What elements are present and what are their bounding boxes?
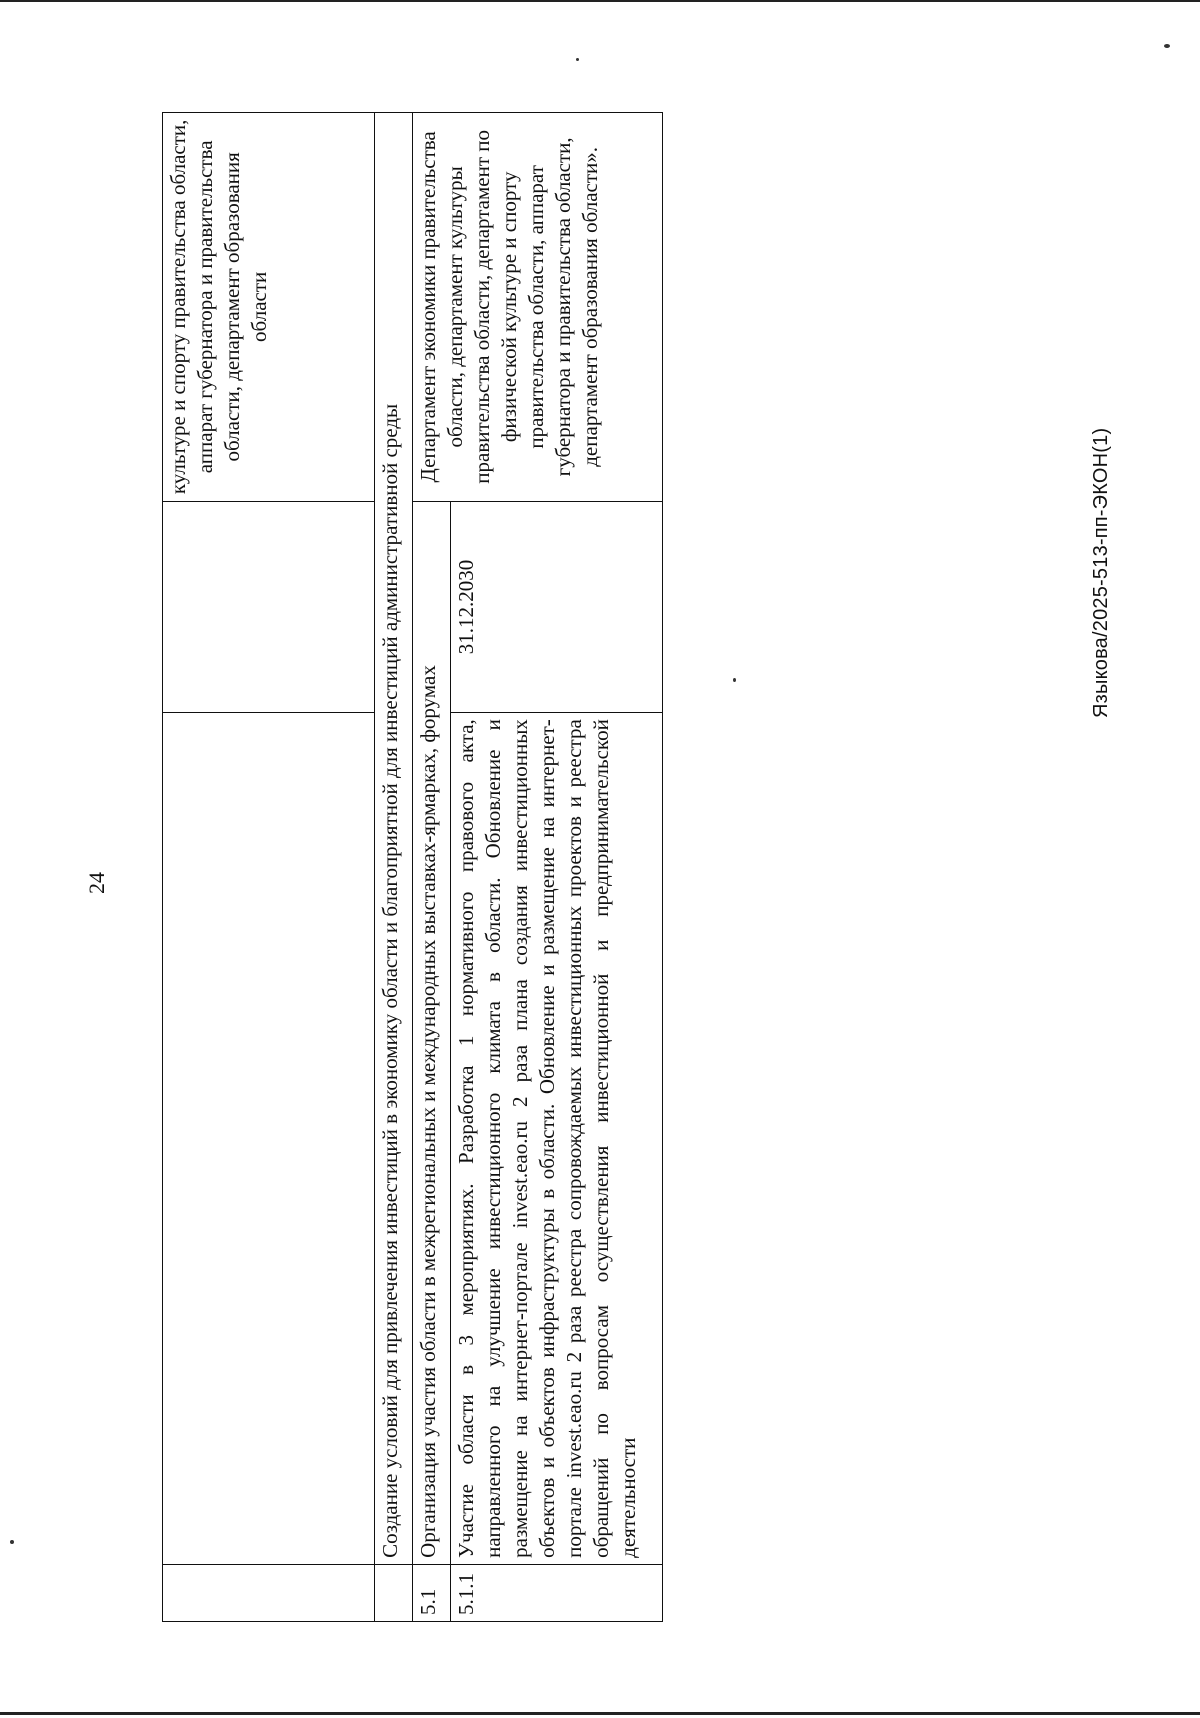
cell-number — [163, 1564, 375, 1621]
document-reference: Языкова/2025-513-пп-ЭКОН(1) — [1090, 427, 1112, 718]
row-measure: Участие области в 3 мероприятиях. Разработка 1 нормативного правового акта, направленного на улучшение инвестиционного климата в области. Обновление и размещение на интернет-портале invest.eao.ru 2 раза плана создания инвестиционных объектов и объектов инфраструктуры в области. Обновление и размещение на интернет-портале invest.eao.ru 2 раза реестра сопровождаемых инвестиционных проектов и реестра обращений по вопросам осуществления инвестиционной и предпринимательской деятельности — [451, 713, 663, 1565]
cell-measure — [163, 713, 375, 1565]
measures-table — [162, 112, 663, 1622]
row-number: 5.1 — [413, 1564, 451, 1621]
cell-deadline — [163, 501, 375, 712]
row-number: 5.1.1 — [451, 1564, 663, 1621]
section-title: Создание условий для привлечения инвестиций в экономику области и благоприятной для инвестиций административной среды — [375, 113, 413, 1565]
scan-speck — [733, 678, 736, 682]
row-title: Организация участия области в межрегиональных и международных выставках-ярмарках, форумах — [413, 501, 451, 1564]
scan-speck — [1164, 44, 1170, 48]
table-row-section — [375, 113, 413, 1622]
row-deadline: 31.12.2030 — [451, 501, 663, 712]
page-number: 24 — [84, 872, 109, 894]
cell-executor: культуре и спорту правительства области, аппарат губернатора и правительства области, департамент образования области — [163, 113, 375, 502]
cell-number — [375, 1564, 413, 1621]
table-row-5-1 — [413, 113, 451, 1622]
scan-speck — [576, 58, 579, 61]
scan-speck — [10, 1540, 14, 1544]
scan-edge-bottom — [0, 1712, 1200, 1715]
table-row-continuation — [163, 113, 375, 1622]
row-executor: Департамент экономики правительства области, департамент культуры правительства области, департамент по физической культуре и спорту правительства области, аппарат губернатора и правительства области, департамент образования области». — [413, 113, 663, 502]
scan-edge-top — [0, 0, 1200, 2]
